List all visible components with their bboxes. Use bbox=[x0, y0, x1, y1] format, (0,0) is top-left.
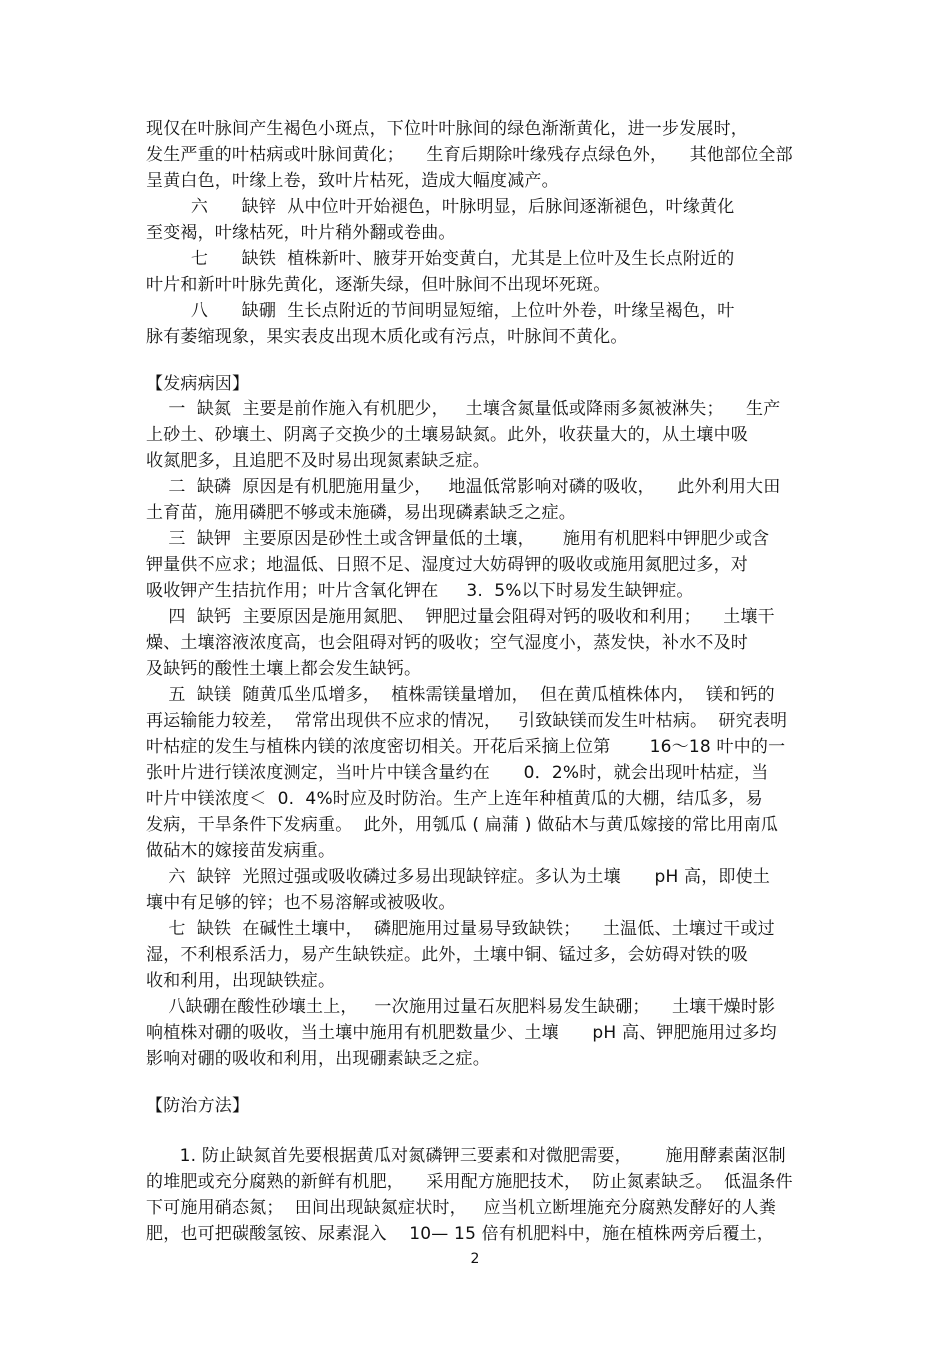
text-line: 做砧木的嫁接苗发病重。 bbox=[146, 841, 336, 861]
text-line: 七 缺铁 在碱性土壤中， 磷肥施用过量易导致缺铁； 土温低、土壤过干或过 bbox=[146, 919, 775, 939]
text-line: 脉有萎缩现象，果实表皮出现木质化或有污点，叶脉间不黄化。 bbox=[146, 327, 628, 347]
text-line: 叶枯症的发生与植株内镁的浓度密切相关。开花后采摘上位第 16～18 叶中的一 bbox=[146, 737, 786, 757]
text-line: 燥、土壤溶液浓度高，也会阻碍对钙的吸收；空气湿度小，蒸发快，补水不及时 bbox=[146, 633, 748, 653]
text-line: 发生严重的叶枯病或叶脉间黄化； 生育后期除叶缘残存点绿色外， 其他部位全部 bbox=[146, 145, 793, 165]
text-line: 发病，干旱条件下发病重。 此外，用瓠瓜 ( 扁蒲 ) 做砧木与黄瓜嫁接的常比用南瓜 bbox=[146, 815, 779, 835]
text-line: 八缺硼在酸性砂壤土上， 一次施用过量石灰肥料易发生缺硼； 土壤干燥时影 bbox=[146, 997, 776, 1017]
text-line: 七 缺铁 植株新叶、腋芽开始变黄白，尤其是上位叶及生长点附近的 bbox=[146, 249, 735, 269]
text-line: 吸收钾产生拮抗作用；叶片含氧化钾在 3. 5%以下时易发生缺钾症。 bbox=[146, 581, 694, 601]
text-line: 五 缺镁 随黄瓜坐瓜增多， 植株需镁量增加， 但在黄瓜植株体内， 镁和钙的 bbox=[146, 685, 775, 705]
text-line: 收和利用，出现缺铁症。 bbox=[146, 971, 336, 991]
text-line: 六 缺锌 光照过强或吸收磷过多易出现缺锌症。多认为土壤 pH 高，即使土 bbox=[146, 867, 771, 887]
text-line: 及缺钙的酸性土壤上都会发生缺钙。 bbox=[146, 659, 422, 679]
text-line: 一 缺氮 主要是前作施入有机肥少， 土壤含氮量低或降雨多氮被淋失； 生产 bbox=[146, 399, 781, 419]
page-number: 2 bbox=[470, 1251, 480, 1267]
text-line: 现仅在叶脉间产生褐色小斑点，下位叶叶脉间的绿色渐渐黄化，进一步发展时， bbox=[146, 119, 748, 139]
text-line: 1. 防止缺氮首先要根据黄瓜对氮磷钾三要素和对微肥需要， 施用酵素菌沤制 bbox=[146, 1146, 786, 1166]
text-line: 张叶片进行镁浓度测定，当叶片中镁含量约在 0．2%时，就会出现叶枯症，当 bbox=[146, 763, 769, 783]
text-line: 收氮肥多，且追肥不及时易出现氮素缺乏症。 bbox=[146, 451, 490, 471]
text-line: 叶片和新叶叶脉先黄化，逐渐失绿，但叶脉间不出现坏死斑。 bbox=[146, 275, 611, 295]
text-line: 六 缺锌 从中位叶开始褪色，叶脉明显，后脉间逐渐褪色，叶缘黄化 bbox=[146, 197, 735, 217]
text-line: 影响对硼的吸收和利用，出现硼素缺乏之症。 bbox=[146, 1049, 490, 1069]
section-heading-causes: 【发病病因】 bbox=[146, 374, 250, 394]
text-line: 八 缺硼 生长点附近的节间明显短缩，上位叶外卷，叶缘呈褐色，叶 bbox=[146, 301, 735, 321]
text-line: 肥，也可把碳酸氢铵、尿素混入 10— 15 倍有机肥料中，施在植株两旁后覆土， bbox=[146, 1224, 775, 1244]
text-line: 的堆肥或充分腐熟的新鲜有机肥， 采用配方施肥技术， 防止氮素缺乏。 低温条件 bbox=[146, 1172, 793, 1192]
text-line: 再运输能力较差， 常常出现供不应求的情况， 引致缺镁而发生叶枯病。 研究表明 bbox=[146, 711, 788, 731]
section-heading-prevention: 【防治方法】 bbox=[146, 1096, 250, 1116]
text-line: 三 缺钾 主要原因是砂性土或含钾量低的土壤， 施用有机肥料中钾肥少或含 bbox=[146, 529, 770, 549]
text-line: 土育苗，施用磷肥不够或未施磷，易出现磷素缺乏之症。 bbox=[146, 503, 576, 523]
text-line: 壤中有足够的锌；也不易溶解或被吸收。 bbox=[146, 893, 456, 913]
text-line: 至变褐，叶缘枯死，叶片稍外翻或卷曲。 bbox=[146, 223, 456, 243]
text-line: 叶片中镁浓度＜ 0. 4%时应及时防治。生产上连年种植黄瓜的大棚，结瓜多，易 bbox=[146, 789, 763, 809]
text-line: 呈黄白色，叶缘上卷，致叶片枯死，造成大幅度减产。 bbox=[146, 171, 559, 191]
text-line: 上砂土、砂壤土、阴离子交换少的土壤易缺氮。此外，收获量大的，从土壤中吸 bbox=[146, 425, 748, 445]
text-line: 下可施用硝态氮； 田间出现缺氮症状时， 应当机立断埋施充分腐熟发酵好的人粪 bbox=[146, 1198, 777, 1218]
text-line: 钾量供不应求；地温低、日照不足、湿度过大妨碍钾的吸收或施用氮肥过多，对 bbox=[146, 555, 748, 575]
text-line: 湿，不利根系活力，易产生缺铁症。此外，土壤中铜、锰过多，会妨碍对铁的吸 bbox=[146, 945, 748, 965]
text-line: 响植株对硼的吸收，当土壤中施用有机肥数量少、土壤 pH 高、钾肥施用过多均 bbox=[146, 1023, 777, 1043]
text-line: 四 缺钙 主要原因是施用氮肥、 钾肥过量会阻碍对钙的吸收和利用； 土壤干 bbox=[146, 607, 775, 627]
text-line: 二 缺磷 原因是有机肥施用量少， 地温低常影响对磷的吸收， 此外利用大田 bbox=[146, 477, 781, 497]
